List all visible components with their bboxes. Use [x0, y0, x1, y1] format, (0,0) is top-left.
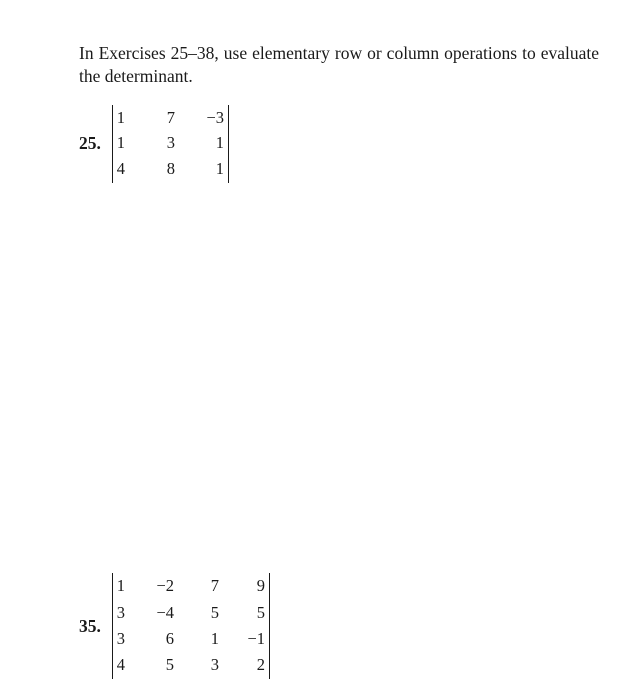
instructions-text: In Exercises 25–38, use elementary row or column operations to evaluate the determinant. — [79, 43, 599, 86]
exercise-35-number: 35. — [79, 616, 101, 636]
det35-r3c3: 1 — [210, 629, 219, 648]
det35-r1c1: 1 — [116, 576, 125, 595]
det35-r4c2: 5 — [165, 655, 174, 674]
det25-r3c1: 4 — [116, 159, 125, 178]
exercise-25-number: 25. — [79, 133, 101, 153]
det35-r2c4: 5 — [256, 603, 265, 622]
det35-r3c1: 3 — [116, 629, 125, 648]
det35-r1c4: 9 — [256, 576, 265, 595]
det35-r3c2: 6 — [165, 629, 174, 648]
det35-r4c1: 4 — [116, 655, 125, 674]
det25-r2c2: 3 — [166, 133, 175, 152]
determinant-35 — [112, 573, 270, 679]
det35-r2c2: −4 — [156, 603, 174, 622]
det25-r1c1: 1 — [116, 108, 125, 127]
det35-r1c3: 7 — [210, 576, 219, 595]
det25-r2c3: 1 — [215, 133, 224, 152]
det25-r1c2: 7 — [166, 108, 175, 127]
det35-r2c1: 3 — [116, 603, 125, 622]
det35-r2c3: 5 — [210, 603, 219, 622]
det25-r3c3: 1 — [215, 159, 224, 178]
det35-r4c3: 3 — [210, 655, 219, 674]
det35-r1c2: −2 — [156, 576, 174, 595]
det25-r3c2: 8 — [166, 159, 175, 178]
det35-r3c4: −1 — [247, 629, 265, 648]
determinant-25 — [112, 105, 229, 183]
det25-r1c3: −3 — [206, 108, 224, 127]
det25-r2c1: 1 — [116, 133, 125, 152]
det35-r4c4: 2 — [256, 655, 265, 674]
